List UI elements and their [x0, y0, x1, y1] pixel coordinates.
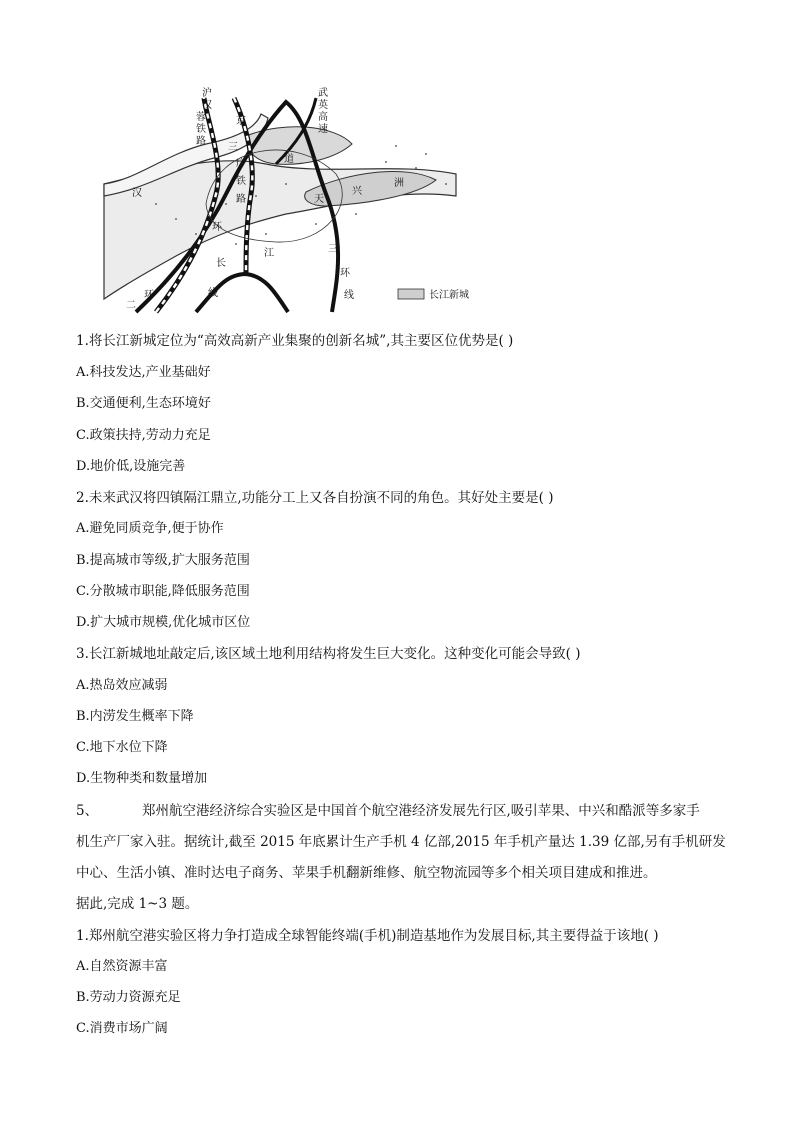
label-tian: 天 [314, 194, 324, 205]
passage-number: 5、 [76, 803, 99, 819]
option-b1c: C.消费市场广阔 [76, 1021, 168, 1036]
label-han: 汉 [202, 100, 212, 111]
option-2a: A.避免同质竞争,便于协作 [76, 521, 224, 536]
passage-line-1 [76, 802, 700, 820]
question-3: 3.长江新城地址敲定后,该区域土地利用结构将发生巨大变化。这种变化可能会导致( ) [76, 646, 581, 662]
label-zhou-a: 道 [284, 154, 294, 165]
option-3b: B.内涝发生概率下降 [76, 709, 194, 724]
label-zhou: 洲 [394, 178, 404, 189]
label-ying: 英 [318, 100, 328, 111]
label-san-b: 三 [328, 244, 338, 255]
label-xian-b: 线 [344, 290, 354, 301]
label-xian-c: 线 [208, 288, 218, 299]
option-1c: C.政策扶持,劳动力充足 [76, 428, 211, 443]
option-b1b: B.劳动力资源充足 [76, 990, 181, 1005]
label-tie-a: 铁 [196, 124, 206, 135]
option-2c: C.分散城市职能,降低服务范围 [76, 584, 250, 599]
option-1a: A.科技发达,产业基础好 [76, 365, 211, 380]
label-guang: 广 [236, 158, 246, 169]
question-b1: 1.郑州航空港实验区将力争打造成全球智能终端(手机)制造基地作为发展目标,其主要得益于该地( ) [76, 928, 659, 944]
label-gao: 高 [318, 112, 328, 123]
option-3a: A.热岛效应减弱 [76, 678, 168, 693]
option-1d: D.地价低,设施完善 [76, 459, 186, 474]
question-2: 2.未来武汉将四镇隔江鼎立,功能分工上又各自扮演不同的角色。其好处主要是( ) [76, 490, 554, 506]
label-su: 速 [318, 124, 328, 135]
legend-label: 长江新城 [429, 290, 469, 301]
label-wu: 武 [318, 88, 328, 99]
label-lu: 路 [196, 136, 206, 147]
label-jing: 京 [236, 116, 246, 127]
label-huan-c: 环 [144, 290, 154, 301]
option-2d: D.扩大城市规模,优化城市区位 [76, 615, 251, 630]
label-rong: 蓉 [196, 112, 206, 123]
passage-line-3: 中心、生活小镇、准时达电子商务、苹果手机翻新维修、航空物流园等多个相关项目建成和推进。 [76, 865, 657, 881]
label-han-river: 汉 [132, 188, 142, 199]
option-2b: B.提高城市等级,扩大服务范围 [76, 553, 250, 568]
label-lu-b: 路 [236, 194, 246, 205]
label-san: 三 [228, 142, 238, 153]
passage-text-1: 郑州航空港经济综合实验区是中国首个航空港经济发展先行区,吸引苹果、中兴和酷派等多家手 [142, 803, 700, 819]
label-jiang: 江 [264, 248, 274, 259]
question-1: 1.将长江新城定位为“高效高新产业集聚的创新名城”,其主要区位优势是( ) [76, 333, 514, 349]
option-3d: D.生物种类和数量增加 [76, 771, 208, 786]
label-huan-b: 环 [340, 268, 350, 279]
legend-swatch [398, 289, 424, 299]
yangtze-new-city-map [96, 84, 506, 316]
label-er: 二 [126, 300, 136, 311]
passage-line-4: 据此,完成 1~3 题。 [76, 896, 199, 912]
option-b1a: A.自然资源丰富 [76, 959, 168, 974]
label-ring-a: 环 [212, 222, 222, 233]
passage-line-2: 机生产厂家入驻。据统计,截至 2015 年底累计生产手机 4 亿部,2015 年手机产量达 1.39 亿部,另有手机研发 [76, 834, 726, 850]
label-hu: 沪 [202, 88, 212, 99]
option-1b: B.交通便利,生态环境好 [76, 396, 211, 411]
option-3c: C.地下水位下降 [76, 740, 168, 755]
label-xing: 兴 [352, 186, 362, 197]
label-chang: 长 [216, 258, 226, 269]
label-tie-b: 铁 [236, 176, 246, 187]
